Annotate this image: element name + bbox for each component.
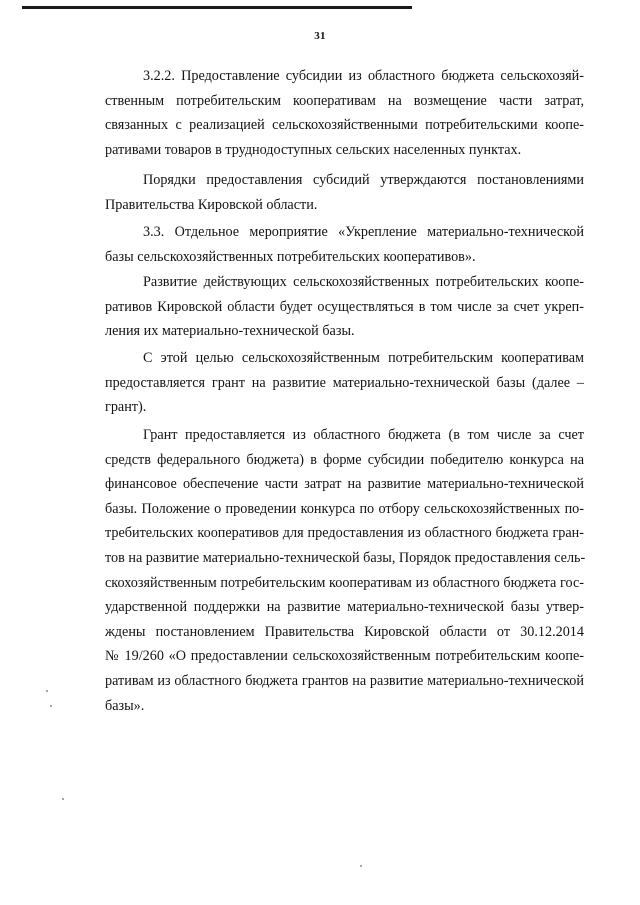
scan-speck: [62, 798, 64, 800]
paragraph-line: 3.3. Отдельное мероприятие «Укрепление материально-технической: [143, 224, 584, 240]
paragraph-grant-purpose: [105, 346, 584, 420]
paragraph-subsidy-orders: [105, 168, 584, 217]
page-number: 31: [314, 30, 326, 42]
paragraph-line: ления их материально-технической базы.: [105, 323, 355, 340]
scan-speck: [360, 865, 362, 867]
scan-top-rule: [22, 6, 412, 9]
paragraph-line: Грант предоставляется из областного бюджета (в том числе за счет: [143, 427, 584, 443]
paragraph-line: Порядки предоставления субсидий утверждаются постановлениями: [143, 172, 584, 188]
paragraph-line: базы».: [105, 697, 145, 714]
paragraph-line: скохозяйственным потребительским кооперативам из областного бюджета гос-: [105, 574, 584, 591]
paragraph-line: базы. Положение о проведении конкурса по отбору сельскохозяйственных по-: [105, 500, 584, 517]
scan-speck: [46, 690, 48, 692]
paragraph-line: требительских кооперативов для предоставления из областного бюджета гран-: [105, 525, 584, 542]
paragraph-line: ративам из областного бюджета грантов на развитие материально-технической: [105, 672, 584, 689]
paragraph-3-3: [105, 220, 584, 269]
paragraph-line: № 19/260 «О предоставлении сельскохозяйственным потребительским коопе-: [105, 648, 584, 665]
paragraph-line: средств федерального бюджета) в форме субсидии победителю конкурса на: [105, 451, 584, 468]
paragraph-line: финансовое обеспечение части затрат на развитие материально-технической: [105, 476, 584, 493]
paragraph-line: ударственной поддержки на развитие материально-технической базы утвер-: [105, 599, 584, 616]
paragraph-line: предоставляется грант на развитие материально-технической базы (далее –: [105, 374, 584, 391]
paragraph-line: связанных с реализацией сельскохозяйственными потребительскими коопе-: [105, 117, 584, 134]
paragraph-line: базы сельскохозяйственных потребительских кооперативов».: [105, 248, 476, 265]
paragraph-line: 3.2.2. Предоставление субсидии из областного бюджета сельскохозяй-: [143, 68, 584, 84]
paragraph-line: Развитие действующих сельскохозяйственных потребительских коопе-: [143, 274, 584, 290]
paragraph-line: С этой целью сельскохозяйственным потребительским кооперативам: [143, 350, 584, 366]
paragraph-grant-provision: [105, 423, 584, 718]
paragraph-line: ративами товаров в труднодоступных сельских населенных пунктах.: [105, 141, 522, 158]
paragraph-line: Правительства Кировской области.: [105, 196, 318, 213]
paragraph-line: ственным потребительским кооперативам на возмещение части затрат,: [105, 92, 584, 109]
paragraph-line: тов на развитие материально-технической базы, Порядок предоставления сель-: [105, 549, 586, 566]
paragraph-line: грант).: [105, 399, 147, 416]
paragraph-line: ративов Кировской области будет осуществляться в том числе за счет укреп-: [105, 298, 584, 315]
scan-speck: [50, 705, 52, 707]
paragraph-line: ждены постановлением Правительства Кировской области от 30.12.2014: [105, 623, 584, 640]
paragraph-3-2-2: [105, 64, 584, 162]
paragraph-development: [105, 270, 584, 344]
